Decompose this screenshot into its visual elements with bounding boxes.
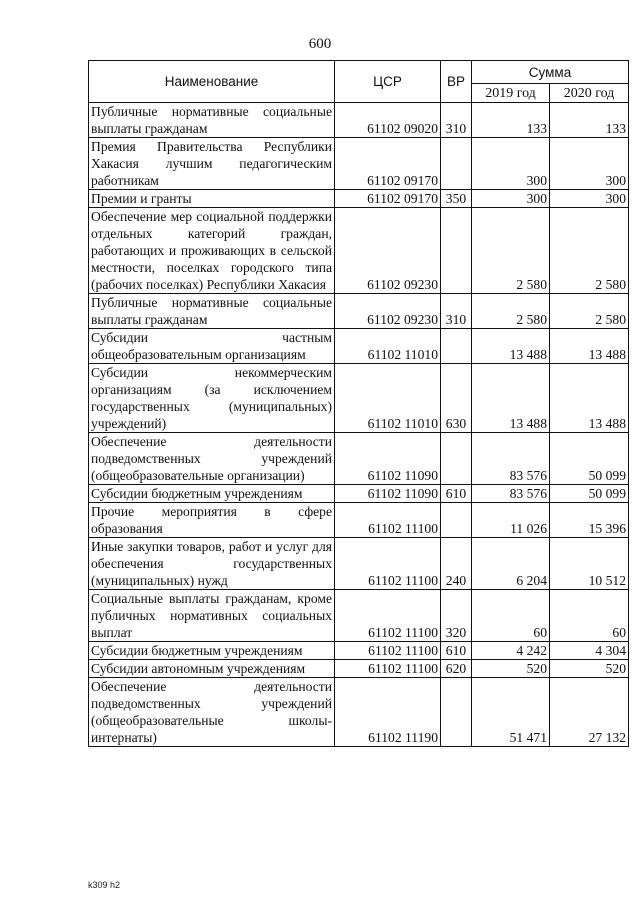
row-name: Социальные выплаты гражданам, кроме публичных нормативных социальных выплат (89, 590, 335, 642)
row-csr: 61102 09020 (335, 103, 441, 138)
budget-table (88, 60, 629, 747)
row-vr (441, 329, 472, 364)
row-sum-2020: 2 580 (550, 294, 629, 329)
row-name: Иные закупки товаров, работ и услуг для обеспечения государственных (муниципальных) нужд (89, 538, 335, 590)
row-csr: 61102 11010 (335, 329, 441, 364)
table-row (89, 433, 629, 485)
row-sum-2019: 83 576 (472, 485, 550, 503)
row-csr: 61102 11090 (335, 485, 441, 503)
header-csr: ЦСР (335, 61, 441, 103)
row-vr: 610 (441, 642, 472, 660)
row-csr: 61102 11100 (335, 642, 441, 660)
row-name: Субсидии частным общеобразовательным организациям (89, 329, 335, 364)
row-csr: 61102 09230 (335, 294, 441, 329)
row-csr: 61102 09230 (335, 208, 441, 294)
header-sum: Сумма (472, 61, 629, 84)
row-sum-2019: 60 (472, 590, 550, 642)
table-row (89, 590, 629, 642)
row-sum-2020: 2 580 (550, 208, 629, 294)
table-row (89, 660, 629, 678)
row-vr: 310 (441, 294, 472, 329)
row-csr: 61102 11090 (335, 433, 441, 485)
row-sum-2019: 13 488 (472, 364, 550, 433)
row-sum-2020: 15 396 (550, 503, 629, 538)
table-row (89, 103, 629, 138)
row-sum-2020: 4 304 (550, 642, 629, 660)
row-name: Субсидии некоммерческим организациям (за исключением государственных (муниципальных) учреждений) (89, 364, 335, 433)
row-sum-2020: 50 099 (550, 433, 629, 485)
row-csr: 61102 11100 (335, 538, 441, 590)
table-row (89, 642, 629, 660)
row-vr: 240 (441, 538, 472, 590)
row-sum-2019: 300 (472, 190, 550, 208)
table-row (89, 208, 629, 294)
row-name: Субсидии бюджетным учреждениям (89, 485, 335, 503)
row-vr (441, 678, 472, 747)
row-sum-2020: 520 (550, 660, 629, 678)
row-sum-2019: 300 (472, 138, 550, 190)
row-vr (441, 503, 472, 538)
row-sum-2019: 83 576 (472, 433, 550, 485)
row-sum-2019: 2 580 (472, 294, 550, 329)
row-vr: 610 (441, 485, 472, 503)
row-name: Субсидии автономным учреждениям (89, 660, 335, 678)
row-sum-2019: 4 242 (472, 642, 550, 660)
row-vr: 350 (441, 190, 472, 208)
row-csr: 61102 11100 (335, 590, 441, 642)
table-row (89, 190, 629, 208)
row-sum-2019: 6 204 (472, 538, 550, 590)
row-name: Премии и гранты (89, 190, 335, 208)
row-sum-2020: 50 099 (550, 485, 629, 503)
row-vr (441, 138, 472, 190)
row-sum-2019: 51 471 (472, 678, 550, 747)
row-csr: 61102 11100 (335, 503, 441, 538)
row-vr: 310 (441, 103, 472, 138)
row-sum-2020: 27 132 (550, 678, 629, 747)
table-body (89, 103, 629, 747)
row-name: Публичные нормативные социальные выплаты гражданам (89, 103, 335, 138)
row-name: Субсидии бюджетным учреждениям (89, 642, 335, 660)
row-sum-2019: 13 488 (472, 329, 550, 364)
row-sum-2019: 520 (472, 660, 550, 678)
row-name: Прочие мероприятия в сфере образования (89, 503, 335, 538)
row-name: Обеспечение деятельности подведомственных учреждений (общеобразовательные организации) (89, 433, 335, 485)
row-csr: 61102 09170 (335, 138, 441, 190)
header-vr: ВР (441, 61, 472, 103)
row-sum-2019: 2 580 (472, 208, 550, 294)
row-name: Премия Правительства Республики Хакасия лучшим педагогическим работникам (89, 138, 335, 190)
footer-code: k309 h2 (88, 880, 121, 890)
row-sum-2020: 300 (550, 190, 629, 208)
table-row (89, 294, 629, 329)
table-row (89, 678, 629, 747)
row-sum-2019: 133 (472, 103, 550, 138)
table-row (89, 538, 629, 590)
row-sum-2019: 11 026 (472, 503, 550, 538)
table-row (89, 329, 629, 364)
table-row (89, 503, 629, 538)
table-row (89, 485, 629, 503)
row-csr: 61102 11010 (335, 364, 441, 433)
header-name: Наименование (89, 61, 335, 103)
row-csr: 61102 11100 (335, 660, 441, 678)
row-vr: 630 (441, 364, 472, 433)
row-sum-2020: 133 (550, 103, 629, 138)
row-sum-2020: 13 488 (550, 364, 629, 433)
table-row (89, 364, 629, 433)
row-csr: 61102 11190 (335, 678, 441, 747)
row-vr (441, 208, 472, 294)
row-name: Обеспечение мер социальной поддержки отдельных категорий граждан, работающих и проживающих в сельской местности, поселках городского типа (рабочих поселках) Республики Хакасия (89, 208, 335, 294)
row-vr: 620 (441, 660, 472, 678)
row-name: Обеспечение деятельности подведомственных учреждений (общеобразовательные школы-интернаты) (89, 678, 335, 747)
page-number: 600 (308, 36, 332, 52)
header-year-2019: 2019 год (472, 84, 550, 103)
row-sum-2020: 60 (550, 590, 629, 642)
row-sum-2020: 300 (550, 138, 629, 190)
row-vr (441, 433, 472, 485)
row-vr: 320 (441, 590, 472, 642)
header-year-2020: 2020 год (550, 84, 629, 103)
row-csr: 61102 09170 (335, 190, 441, 208)
table-header (89, 61, 629, 103)
table-row (89, 138, 629, 190)
row-sum-2020: 13 488 (550, 329, 629, 364)
row-name: Публичные нормативные социальные выплаты гражданам (89, 294, 335, 329)
row-sum-2020: 10 512 (550, 538, 629, 590)
